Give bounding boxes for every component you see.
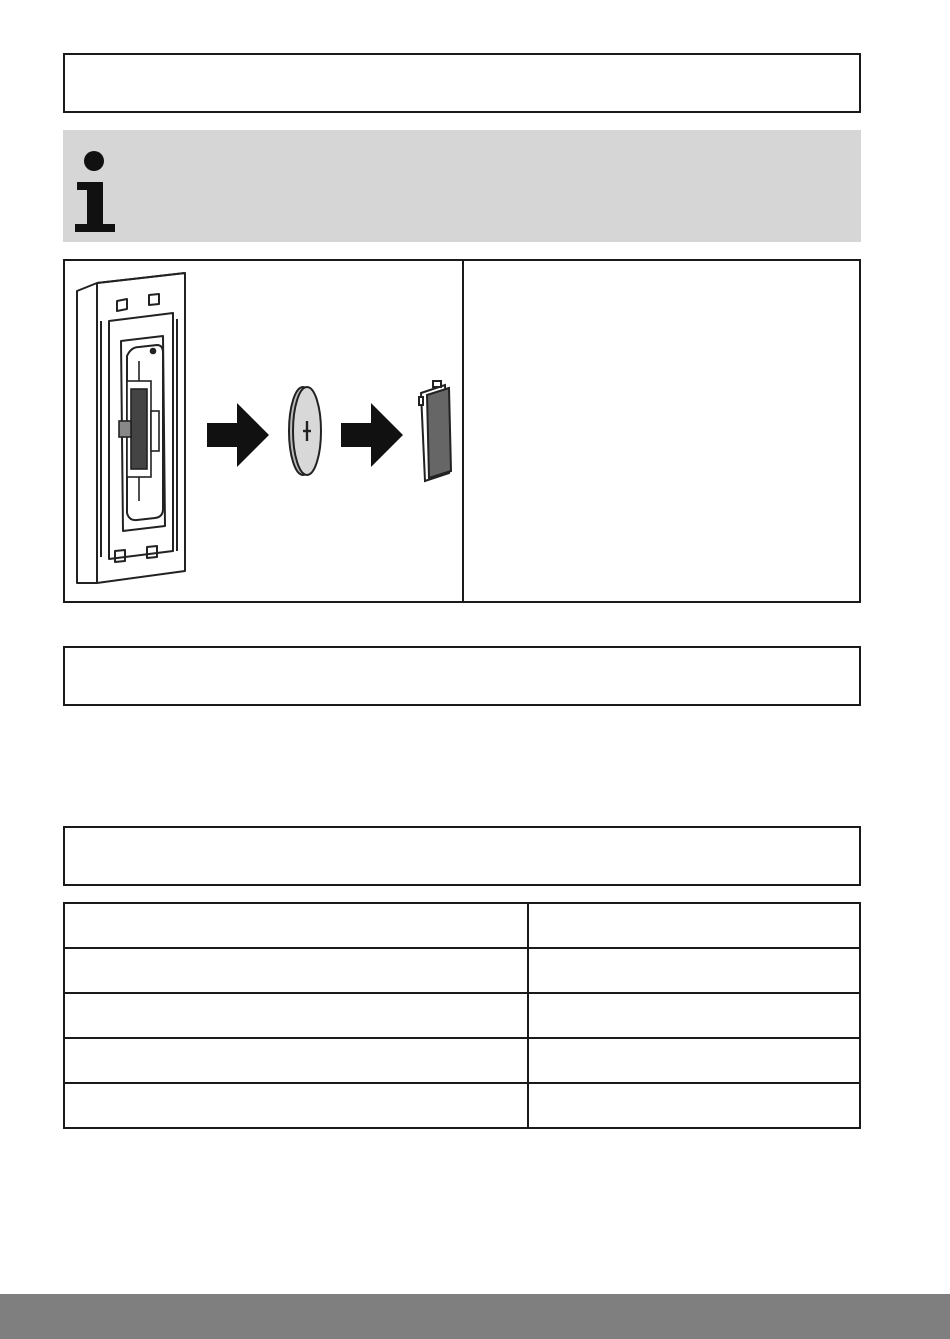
table-cell <box>528 993 860 1038</box>
illustration-panel <box>63 259 861 603</box>
battery-cover-image <box>419 381 451 481</box>
table-row <box>64 1038 860 1083</box>
specification-table <box>63 902 861 1129</box>
table-cell <box>528 1083 860 1128</box>
info-icon <box>71 140 121 234</box>
table-row <box>64 903 860 948</box>
page-footer-bar <box>0 1294 950 1339</box>
table-cell <box>528 948 860 993</box>
coin-battery-image <box>289 387 321 475</box>
arrow-right-icon <box>207 403 269 467</box>
table-cell <box>528 1038 860 1083</box>
info-note-box <box>63 130 861 242</box>
table-cell <box>64 903 528 948</box>
table-row <box>64 948 860 993</box>
table-cell <box>64 948 528 993</box>
body-paragraph <box>63 730 861 810</box>
table-cell <box>64 1083 528 1128</box>
table-row <box>64 993 860 1038</box>
table-cell <box>64 993 528 1038</box>
section-heading-box <box>63 826 861 886</box>
section-heading-box <box>63 646 861 706</box>
panel-divider <box>462 261 464 601</box>
table-row <box>64 1083 860 1128</box>
arrow-right-icon <box>341 403 403 467</box>
section-heading-box <box>63 53 861 113</box>
battery-replacement-illustration <box>65 261 462 601</box>
table-cell <box>528 903 860 948</box>
table-cell <box>64 1038 528 1083</box>
